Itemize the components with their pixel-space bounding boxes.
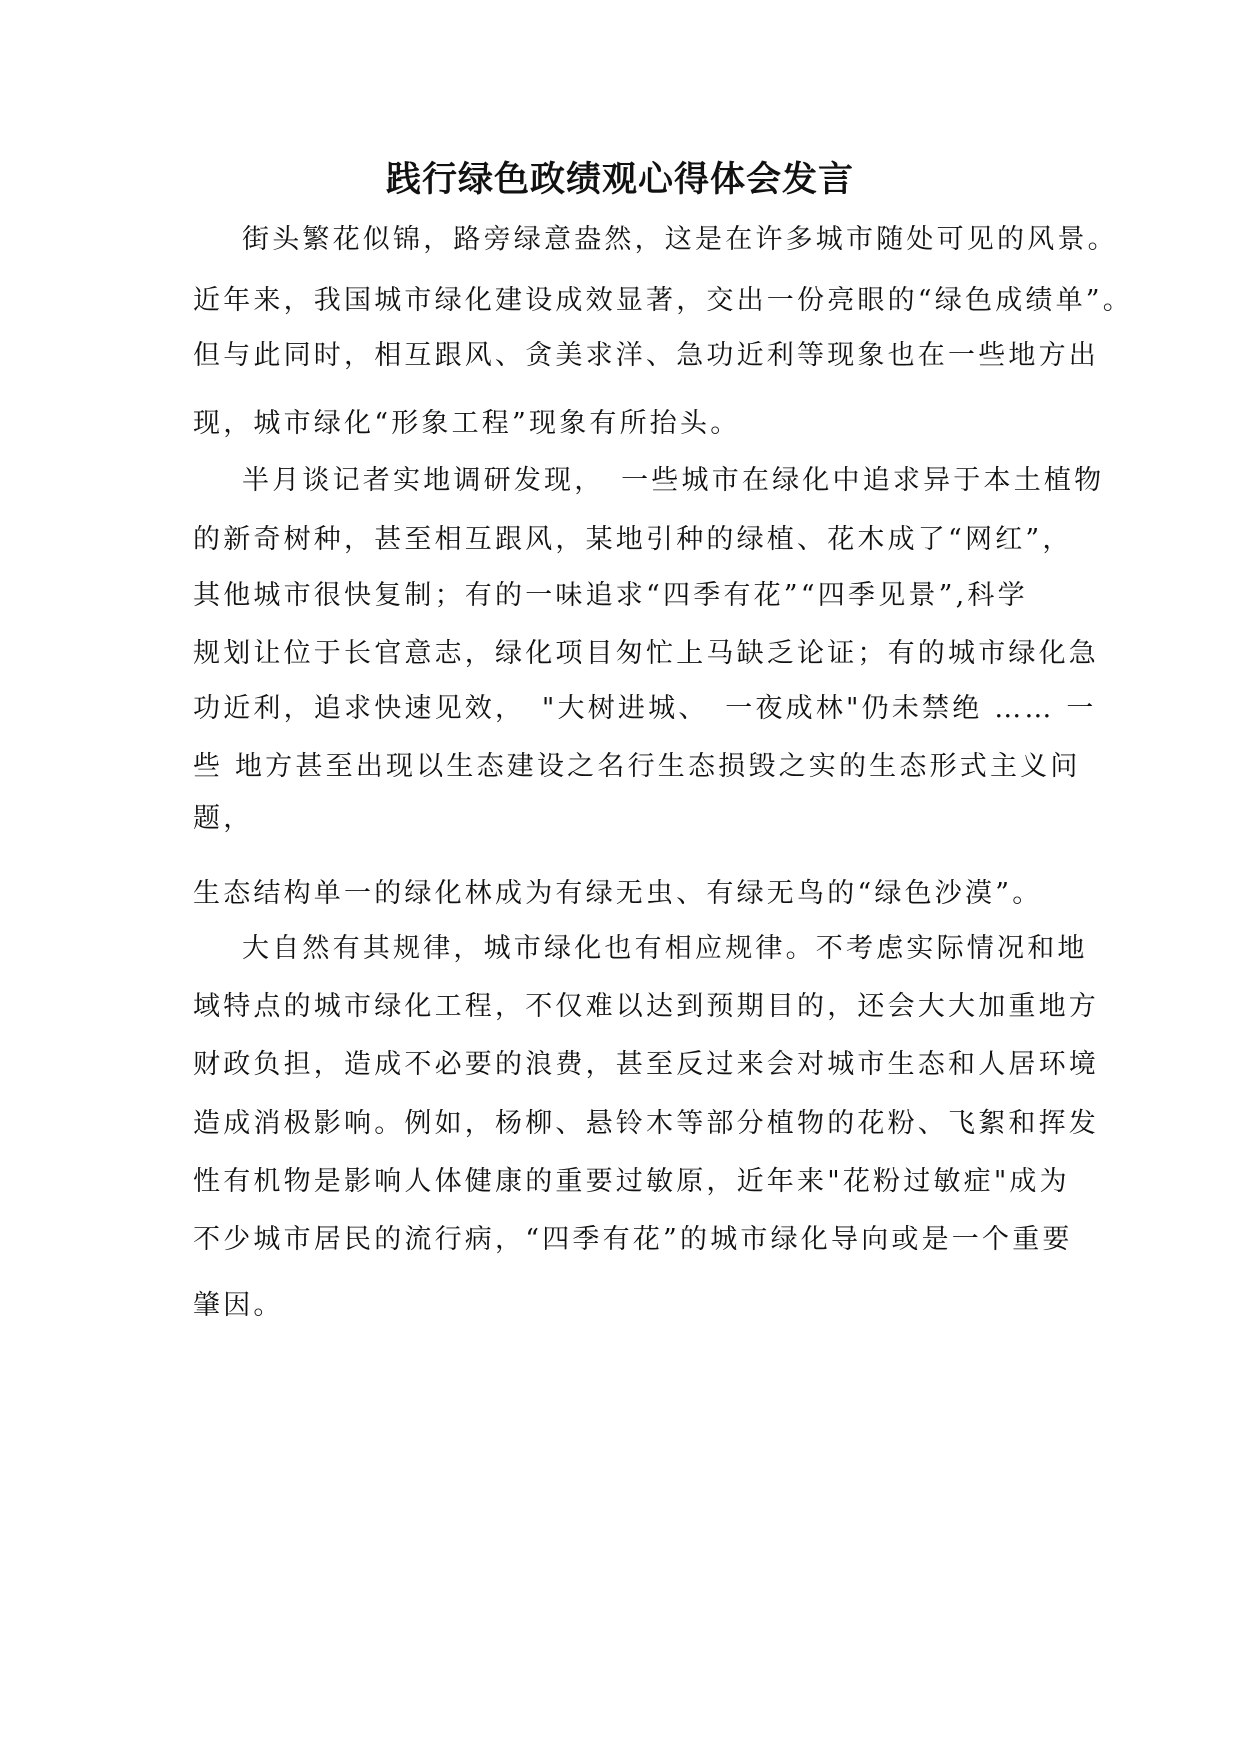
text-line-10: 些 地方甚至出现以生态建设之名行生态损毁之实的生态形式主义问 bbox=[193, 751, 1081, 782]
text-line-12: 生态结构单一的绿化林成为有绿无虫、有绿无鸟的“绿色沙漠”。 bbox=[193, 878, 1043, 909]
text-line-17: 性有机物是影响人体健康的重要过敏原，近年来"花粉过敏症"成为 bbox=[193, 1166, 1070, 1197]
text-line-14: 域特点的城市绿化工程，不仅难以达到预期目的，还会大大加重地方 bbox=[193, 991, 1099, 1022]
text-line-4: 现，城市绿化“形象工程”现象有所抬头。 bbox=[193, 408, 741, 439]
document-title: 践行绿色政绩观心得体会发言 bbox=[385, 160, 854, 200]
text-line-19: 肇因。 bbox=[193, 1290, 284, 1321]
text-line-11: 题， bbox=[193, 803, 254, 834]
text-line-15: 财政负担，造成不必要的浪费，甚至反过来会对城市生态和人居环境 bbox=[193, 1049, 1099, 1080]
text-line-1: 街头繁花似锦，路旁绿意盎然，这是在许多城市随处可见的风景。 bbox=[242, 224, 1118, 255]
text-line-2: 近年来，我国城市绿化建设成效显著，交出一份亮眼的“绿色成绩单”。 bbox=[193, 285, 1134, 316]
text-line-6: 的新奇树种，甚至相互跟风，某地引种的绿植、花木成了“网红”， bbox=[193, 524, 1073, 555]
text-line-7: 其他城市很快复制；有的一味追求“四季有花”“四季见景”,科学 bbox=[193, 580, 1028, 611]
text-line-5: 半月谈记者实地调研发现， 一些城市在绿化中追求异于本土植物 bbox=[242, 465, 1105, 496]
text-line-9: 功近利，追求快速见效， "大树进城、 一夜成林"仍未禁绝 …… 一 bbox=[193, 693, 1097, 724]
text-line-18: 不少城市居民的流行病，“四季有花”的城市绿化导向或是一个重要 bbox=[193, 1224, 1073, 1255]
text-line-8: 规划让位于长官意志，绿化项目匆忙上马缺乏论证；有的城市绿化急 bbox=[193, 638, 1099, 669]
text-line-3: 但与此同时，相互跟风、贪美求洋、急功近利等现象也在一些地方出 bbox=[193, 340, 1099, 371]
text-line-13: 大自然有其规律，城市绿化也有相应规律。不考虑实际情况和地 bbox=[242, 933, 1088, 964]
text-line-16: 造成消极影响。例如，杨柳、悬铃木等部分植物的花粉、飞絮和挥发 bbox=[193, 1108, 1099, 1139]
